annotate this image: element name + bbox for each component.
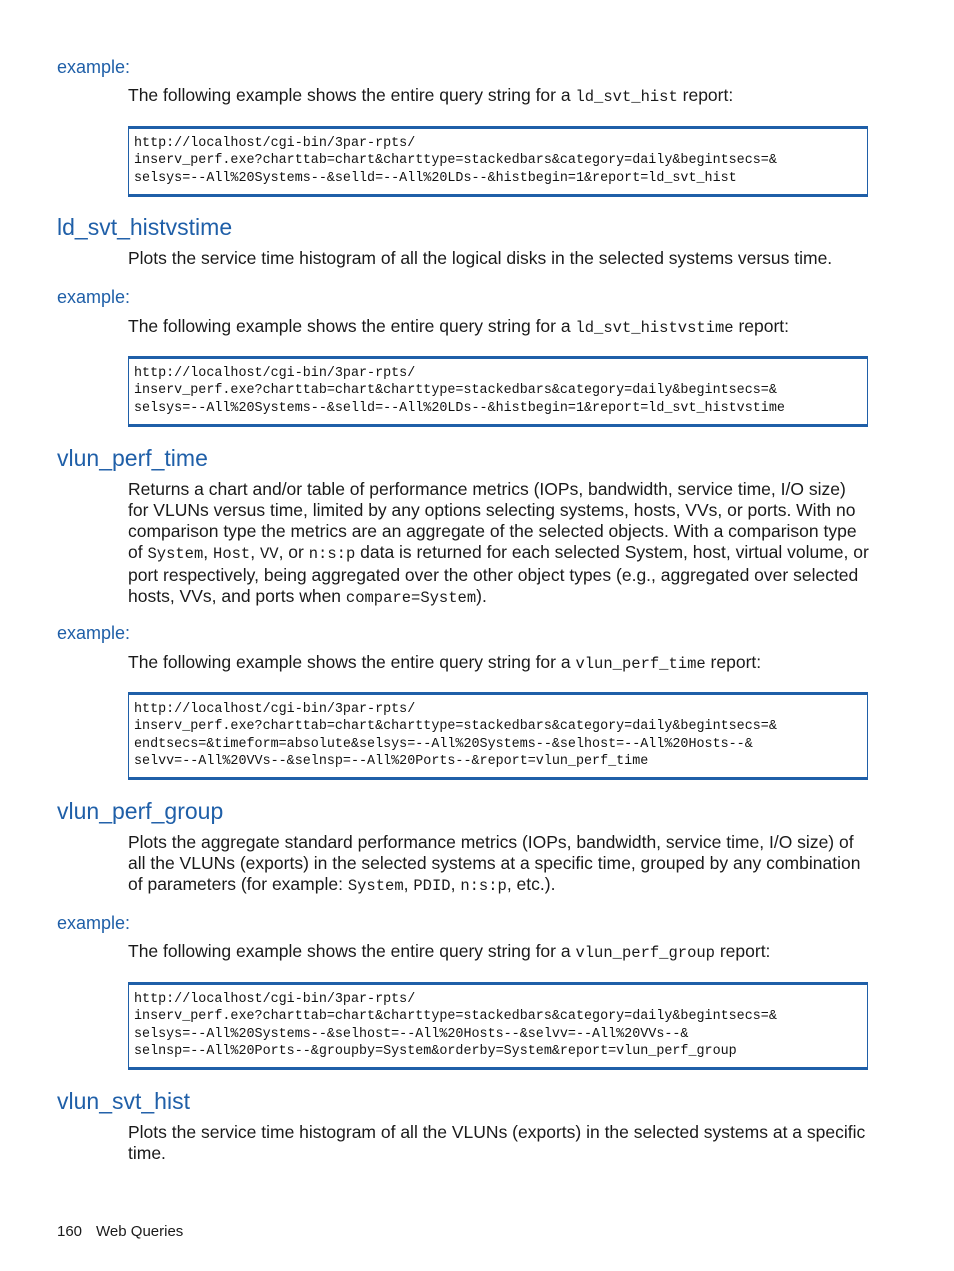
report-name-code: ld_svt_hist — [575, 88, 678, 106]
example-label: example: — [57, 287, 131, 307]
intro-text-end: report: — [705, 652, 762, 672]
desc-text: Plots the aggregate standard performance metrics (IOPs, bandwidth, service time, I/O size) of all the VLUNs (exports) in the selected systems at a specific time, grouped by any combination of parameters (for example: — [128, 832, 861, 894]
query-code-block — [128, 356, 868, 427]
inline-code: n:s:p — [308, 545, 356, 563]
query-code-block — [128, 126, 868, 197]
intro-text: The following example shows the entire query string for a — [128, 316, 576, 336]
code-line: http://localhost/cgi-bin/3par-rpts/ — [134, 366, 416, 381]
report-name-code: vlun_perf_time — [575, 655, 706, 673]
inline-code: PDID — [413, 877, 451, 895]
example-label: example: — [57, 623, 131, 643]
inline-code: compare=System — [345, 589, 477, 607]
inline-code: Host — [213, 545, 251, 563]
code-line: selnsp=--All%20Ports--&groupby=System&orderby=System&report=vlun_perf_group — [134, 1043, 737, 1059]
query-code-block — [128, 692, 868, 780]
inline-code: VV — [259, 545, 279, 563]
desc-text: , — [403, 874, 414, 894]
desc-text: , or — [278, 542, 309, 562]
section-heading: vlun_svt_hist — [57, 1088, 190, 1114]
code-line: selvv=--All%20VVs--&selnsp=--All%20Ports--&report=vlun_perf_time — [134, 753, 649, 769]
page-number: 160 — [57, 1223, 83, 1240]
code-line: inserv_perf.exe?charttab=chart&charttype=stackedbars&category=daily&begintsecs=& — [134, 719, 777, 735]
desc-text: data is returned for each selected System, host, virtual volume, or port respectively, being aggregated over the other object types (e.g., aggregated over selected hosts, VVs, and ports when — [128, 542, 869, 606]
code-line: selsys=--All%20Systems--&selld=--All%20LDs--&histbegin=1&report=ld_svt_hist — [134, 170, 737, 186]
desc-text: Returns a chart and/or table of performance metrics (IOPs, bandwidth, service time, I/O size) for VLUNs versus time, limited by any options selecting systems, hosts, VVs, or ports. With no comparison type the metrics are an aggregate of the selected objects. With a comparison type of — [128, 479, 857, 562]
code-line: http://localhost/cgi-bin/3par-rpts/ — [134, 136, 416, 151]
example-label: example: — [57, 57, 131, 77]
report-name-code: ld_svt_histvstime — [575, 319, 734, 337]
example-intro — [128, 85, 870, 108]
section-heading: vlun_perf_time — [57, 445, 208, 471]
intro-text: The following example shows the entire query string for a — [128, 85, 576, 105]
query-code-block — [128, 982, 868, 1070]
desc-text: , — [450, 874, 461, 894]
intro-text-end: report: — [714, 941, 771, 961]
inline-code: System — [147, 545, 204, 563]
code-line: inserv_perf.exe?charttab=chart&charttype=stackedbars&category=daily&begintsecs=& — [134, 383, 777, 399]
desc-text: , — [250, 542, 260, 562]
example-label: example: — [57, 913, 131, 933]
example-intro — [128, 941, 870, 964]
desc-text: , — [203, 542, 214, 562]
section-description: Plots the service time histogram of all the logical disks in the selected systems versus time. — [128, 248, 833, 268]
code-line: inserv_perf.exe?charttab=chart&charttype=stackedbars&category=daily&begintsecs=& — [134, 1009, 777, 1025]
code-line: selsys=--All%20Systems--&selhost=--All%20Hosts--&selvv=--All%20VVs--& — [134, 1026, 689, 1042]
code-line: http://localhost/cgi-bin/3par-rpts/ — [134, 702, 416, 717]
desc-text: , etc.). — [506, 874, 556, 894]
section-description — [128, 479, 870, 609]
desc-text: ). — [476, 586, 487, 606]
page-footer — [57, 1222, 183, 1242]
section-heading: vlun_perf_group — [57, 798, 224, 824]
footer-section-title: Web Queries — [96, 1223, 184, 1240]
section-description — [128, 832, 870, 897]
report-name-code: vlun_perf_group — [575, 944, 715, 962]
intro-text: The following example shows the entire query string for a — [128, 941, 576, 961]
code-line: http://localhost/cgi-bin/3par-rpts/ — [134, 992, 416, 1007]
intro-text-end: report: — [733, 316, 790, 336]
example-intro — [128, 652, 870, 675]
code-line: selsys=--All%20Systems--&selld=--All%20LDs--&histbegin=1&report=ld_svt_histvstime — [134, 400, 785, 416]
code-line: endtsecs=&timeform=absolute&selsys=--All%20Systems--&selhost=--All%20Hosts--& — [134, 736, 753, 752]
inline-code: System — [347, 877, 404, 895]
section-heading: ld_svt_histvstime — [57, 214, 233, 240]
section-description: Plots the service time histogram of all the VLUNs (exports) in the selected systems at a specific time. — [128, 1122, 866, 1163]
intro-text-end: report: — [677, 85, 734, 105]
example-intro — [128, 316, 870, 339]
inline-code: n:s:p — [460, 877, 507, 895]
intro-text: The following example shows the entire query string for a — [128, 652, 576, 672]
code-line: inserv_perf.exe?charttab=chart&charttype=stackedbars&category=daily&begintsecs=& — [134, 153, 777, 169]
